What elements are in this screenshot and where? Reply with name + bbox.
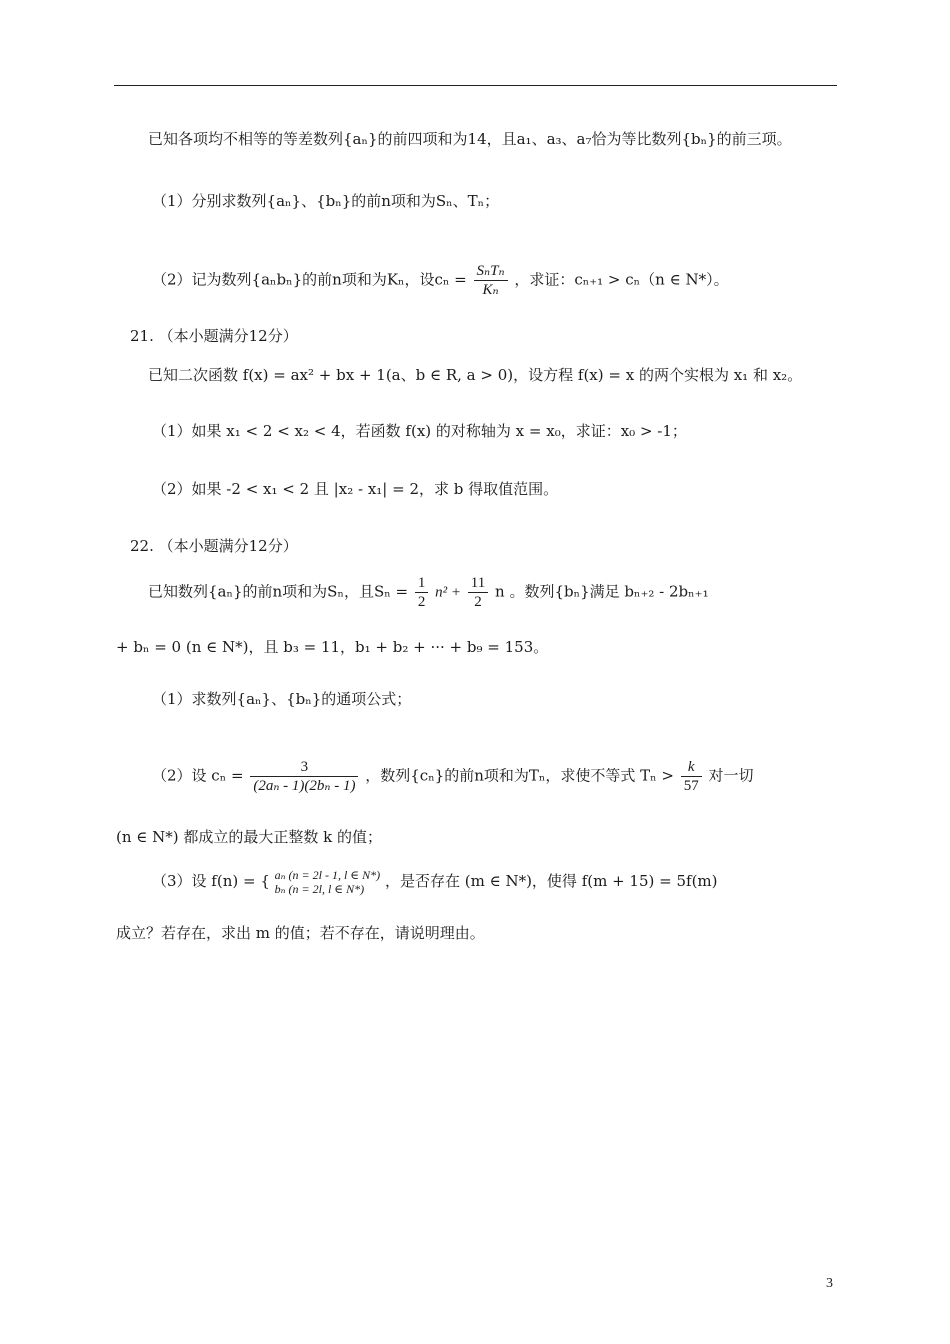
q22-part2-frac-den: (2aₙ - 1)(2bₙ - 1): [253, 778, 356, 794]
q20-frac-denominator: Kₙ: [482, 282, 499, 298]
q22-part2-frac2-num: k: [681, 758, 702, 777]
q22-intro-a: 已知数列{aₙ}的前n项和为Sₙ，且Sₙ =: [148, 582, 409, 601]
q22-part2: [152, 758, 754, 795]
q22-frac1-num: 1: [415, 574, 429, 593]
q22-part2-d: (n ∈ N*) 都成立的最大正整数 k 的值；: [116, 828, 383, 846]
q22-part2-b: ，数列{cₙ}的前n项和为Tₙ，求使不等式 Tₙ >: [365, 766, 674, 785]
q20-part2-tail: ，求证：cₙ₊₁ > cₙ（n ∈ N*）。: [514, 270, 729, 289]
q21-part1: （1）如果 x₁ < 2 < x₂ < 4，若函数 f(x) 的对称轴为 x = x₀，求证：x₀ > -1；: [152, 422, 687, 440]
header-rule: [114, 85, 837, 86]
q22-part2-frac-num: 3: [250, 758, 358, 777]
q22-case2: bₙ (n = 2l, l ∈ N*): [274, 882, 365, 896]
q20-part2: [152, 262, 729, 299]
q22-frac1-den: 2: [417, 594, 426, 610]
q22-part2-c: 对一切: [708, 766, 754, 785]
q22-part2-frac: [250, 758, 358, 795]
q21-part2: （2）如果 -2 < x₁ < 2 且 |x₂ - x₁| = 2，求 b 得取值范围。: [152, 480, 559, 498]
q22-frac1: [415, 574, 429, 611]
q22-intro-c: + bₙ = 0 (n ∈ N*)，且 b₃ = 11，b₁ + b₂ + ··· + b₉ = 153。: [116, 638, 549, 656]
page-number: 3: [826, 1276, 833, 1291]
q22-part3-b: ，是否存在 (m ∈ N*)，使得 f(m + 15) = 5f(m): [384, 872, 718, 890]
q20-fraction: [474, 262, 508, 299]
q22-intro: [148, 574, 709, 611]
q22-case1: aₙ (n = 2l - 1, l ∈ N*): [274, 868, 381, 882]
q22-intro-b: n 。数列{bₙ}满足 bₙ₊₂ - 2bₙ₊₁: [495, 582, 709, 601]
q22-part3-a: （3）设 f(n) = {: [152, 872, 270, 890]
q22-mid1: n² +: [435, 584, 461, 601]
q22-part2-frac2: [681, 758, 702, 795]
q22-frac2-num: 11: [468, 574, 488, 593]
q20-intro: 已知各项均不相等的等差数列{aₙ}的前四项和为14，且a₁、a₃、a₇恰为等比数列{bₙ}的前三项。: [148, 130, 792, 148]
q22-piecewise-cases: [275, 868, 381, 896]
q22-frac2: [468, 574, 488, 611]
q20-part1: （1）分别求数列{aₙ}、{bₙ}的前n项和为Sₙ、Tₙ；: [152, 192, 500, 210]
q22-header: 22. （本小题满分12分）: [130, 537, 298, 555]
q22-frac2-den: 2: [474, 594, 482, 610]
q21-header: 21. （本小题满分12分）: [130, 327, 298, 345]
q20-part2-text: （2）记为数列{aₙbₙ}的前n项和为Kₙ，设cₙ =: [152, 270, 467, 289]
q22-part2-a: （2）设 cₙ =: [152, 766, 244, 785]
q21-intro: 已知二次函数 f(x) = ax² + bx + 1(a、b ∈ R, a > 0)，设方程 f(x) = x 的两个实根为 x₁ 和 x₂。: [148, 366, 803, 384]
q22-part1: （1）求数列{aₙ}、{bₙ}的通项公式；: [152, 690, 412, 708]
q22-part2-frac2-den: 57: [683, 778, 699, 794]
q22-part3: [152, 868, 718, 896]
q20-frac-numerator: SₙTₙ: [474, 262, 508, 281]
q22-part3-c: 成立？若存在，求出 m 的值；若不存在，请说明理由。: [116, 924, 485, 942]
